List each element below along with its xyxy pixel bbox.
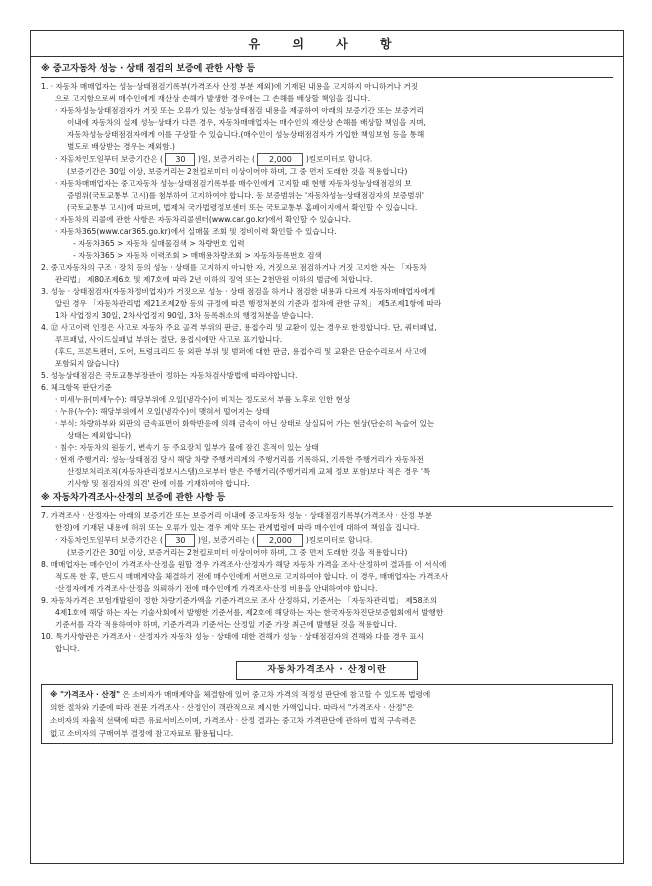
s1-l2-20: · 누유(누수): 해당부위에서 오일(냉각수)이 맺혀서 떨어지는 상태 (55, 407, 270, 416)
s2-line-1: 한정)에 기재된 내용에 허위 또는 오류가 있는 경우 계약 또는 관계법령에 따라 매수인에 대하여 책임을 집니다. (55, 523, 420, 532)
s1-line-4: 자동차성능상태점검자에게 이를 구상할 수 있습니다.(매수인이 성능상태점검자가 가입한 책임보험 등을 통해 (67, 130, 425, 139)
s1-warranty-prefix: · 자동차인도일부터 보증기간은 ( (55, 154, 163, 164)
s1-l2-9: 관리법」 제80조제6호 및 제7호에 따라 2년 이하의 징역 또는 2천만원 이하의 벌금에 처합니다. (55, 275, 373, 284)
s1-l2-19: · 미세누유(미세누수): 해당부위에 오일(냉각수)이 비치는 정도로서 부품 노후로 인한 현상 (55, 395, 351, 404)
s1-l2-13: 4. ⑫ 사고이력 인정은 사고로 자동차 주요 골격 부위의 판금, 용접수리 및 교환이 있는 경우로 한정합니다. 단, 쿼터패널, (41, 323, 437, 332)
s1-l2-17: 5. 성능상태점검은 국토교통부장관이 정하는 자동차검사방법에 따라야합니다. (41, 371, 298, 380)
s2-warranty-prefix: · 자동차인도일부터 보증기간은 ( (55, 535, 163, 545)
s2-warranty-days-field[interactable]: 30 (165, 534, 195, 547)
s1-l2-3: (국토교통부 고시)에 따르며, 법제처 국가법령정보센터 또는 국토교통부 홈페이지에서 확인할 수 있습니다. (67, 203, 418, 212)
section1-heading: ※ 중고자동차 성능 · 상태 점검의 보증에 관한 사항 등 (41, 63, 613, 78)
s1-l2-16: 포함되지 않습니다) (55, 359, 120, 368)
s2-warranty-row (41, 534, 613, 547)
s1-l2-26: 기사항 및 점검자의 의견' 란에 이를 기재하여야 합니다. (67, 479, 250, 488)
s2-l2-2: 적도록 한 후, 반드시 매매계약을 체결하기 전에 매수인에게 서면으로 고지하여야 합니다. 이 경우, 매매업자는 가격조사 (55, 572, 449, 581)
s2-warranty-km-field[interactable]: 2,000 (257, 534, 303, 547)
s1-line-3: 이내에 자동차의 실제 성능·상태가 다른 경우, 자동차매매업자는 매수인의 재산상 손해를 배상할 책임을 지며, (67, 118, 426, 127)
s1-l2-1: · 자동차매매업자는 중고자동차 성능·상태점검기록부를 매수인에게 고지할 때 현행 자동차성능상태점검의 보 (55, 179, 412, 188)
def-line-1: 의한 절차와 기준에 따라 전문 가격조사 · 산정인이 객관적으로 제시한 가액입니다. 따라서 "가격조사 · 산정"은 (50, 703, 414, 712)
s2-l2-3: ·산정자에게 가격조사·산정을 의뢰하기 전에 매수인에게 가격조사·산정 비용을 안내하여야 합니다. (55, 584, 378, 593)
s1-warranty-km-field[interactable]: 2,000 (257, 153, 303, 166)
s1-l2-22: 상태는 제외합니다) (67, 431, 132, 440)
s2-l2-8: 합니다. (55, 644, 80, 653)
page-title: 유 의 사 항 (31, 31, 623, 57)
s1-l2-10: 3. 성능 · 상태점검자(자동차정비업자)가 거짓으로 성능 · 상태 점검을 하거나 점검한 내용과 다르게 자동차매매업자에게 (41, 287, 436, 296)
s1-l2-7: - 자동차365 > 자동차 이력조회 > 매매용차량조회 > 자동차등록번호 검색 (73, 251, 322, 260)
s1-line-1: 으로 고지함으로써 매수인에게 재산상 손해가 발생한 경우에는 그 손해를 배상할 책임을 집니다. (55, 94, 371, 103)
content (31, 57, 623, 744)
s1-l2-5: · 자동차365(www.car365.go.kr)에서 실매물 조회 및 정비이력 확인할 수 있습니다. (55, 227, 337, 236)
s1-l2-12: 1차 사업정지 30일, 2차사업정지 90일, 3차 등록취소의 행정처분을 받습니다. (55, 311, 314, 320)
s1-l2-6: - 자동차365 > 자동차 실매물검색 > 차량번호 입력 (73, 239, 245, 248)
def-line-0-text: 은 소비자가 매매계약을 체결함에 있어 중고차 가격의 적정성 판단에 참고할 수 있도록 법령에 (122, 690, 431, 699)
s2-warranty-suffix: )킬로미터로 합니다. (305, 535, 373, 545)
s1-l2-25: 산정보처리조직(자동차관리정보시스템)으로부터 받은 주행거리(주행거리계 교체 정보 포함)보다 적은 경우 '특 (67, 467, 431, 476)
s2-l2-7: 10. 특기사항란은 가격조사 · 산정자가 자동차 성능 · 상태에 대한 견해가 성능 · 상태점검자의 견해와 다를 경우 표시 (41, 632, 425, 641)
s1-l2-21: · 부식: 차량하부와 외판의 금속표면이 화학반응에 의해 금속이 아닌 상태로 상실되어 가는 현상(단순히 녹슬어 있는 (55, 419, 435, 428)
s1-l2-8: 2. 중고자동차의 구조 · 장치 등의 성능 · 상태를 고지하지 아니한 자, 거짓으로 점검하거나 거짓 고지한 자는 「자동차 (41, 263, 427, 272)
s1-warranty-suffix: )킬로미터로 합니다. (305, 154, 373, 164)
s1-warranty-row (41, 153, 613, 166)
s1-line-2: · 자동차성능상태점검자가 거짓 또는 오류가 있는 성능상태점검 내용을 제공하여 아래의 보증기간 또는 보증거리 (55, 106, 424, 115)
s1-l2-18: 6. 체크항목 판단기준 (41, 383, 112, 392)
s2-line-0: 7. 가격조사 · 산정자는 아래의 보증기간 또는 보증거리 이내에 중고자동차 성능 · 상태점검기록부(가격조사 · 산정 부분 (41, 511, 433, 520)
s1-line-0: 1. · 자동차 매매업자는 성능·상태점검기록부(가격조사 산정 부분 제외)에 기재된 내용을 고지하지 아니하거나 거짓 (41, 82, 419, 91)
definition-box (41, 684, 613, 744)
s2-l2-0: (보증기간은 30일 이상, 보증거리는 2천킬로미터 이상이어야 하며, 그 중 먼저 도래한 것을 적용합니다) (67, 548, 408, 557)
section2-heading: ※ 자동차가격조사·산정의 보증에 관한 사항 등 (41, 492, 613, 507)
s1-l2-14: 루프패널, 사이드실패널 부위는 절단, 용접시에만 사고로 표기합니다. (55, 335, 283, 344)
s1-l2-2: 증범위(국토교통부 고시)를 첨부하여 고지하여야 합니다. 동 보증범위는 '자동차성능·상태점검자의 보증범위' (67, 191, 424, 200)
definition-title: 자동차가격조사 · 산정이란 (236, 661, 417, 680)
notice-page (30, 30, 624, 864)
s1-warranty-mid: )일, 보증거리는 ( (197, 154, 256, 164)
s2-warranty-mid: )일, 보증거리는 ( (197, 535, 256, 545)
definition-title-wrap (41, 661, 613, 680)
s1-l2-23: · 침수: 자동차의 원동기, 변속기 등 주요장치 일부가 물에 잠긴 흔적이 있는 상태 (55, 443, 319, 452)
def-line-0 (50, 688, 604, 701)
def-line-3: 없고 소비자의 구매여부 결정에 참고자료로 활용됩니다. (50, 729, 234, 738)
s1-l2-0: (보증기간은 30일 이상, 보증거리는 2천킬로미터 이상이어야 하며, 그 중 먼저 도래한 것을 적용합니다) (67, 167, 408, 176)
s2-l2-1: 8. 매매업자는 매수인이 가격조사·산정을 원할 경우 가격조사·산정자가 해당 자동차 가격을 조사·산정하여 결과를 이 서식에 (41, 560, 447, 569)
s1-l2-24: · 현재 주행거리: 성능·상태점검 당시 해당 차량 주행거리계의 주행거리를 기록하되, 기록한 주행거리가 자동차전 (55, 455, 424, 464)
s1-l2-11: 알린 경우 「자동차관리법 제21조제2항 등의 규정에 따른 행정처분의 기준과 절차에 관한 규칙」 제5조제1항에 따라 (55, 299, 442, 308)
def-line-2: 소비자의 자율적 선택에 따른 유료서비스이며, 가격조사 · 산정 결과는 중고차 가격판단에 관하여 법적 구속력은 (50, 716, 417, 725)
s1-l2-4: · 자동차의 리콜에 관한 사항은 자동차리콜센터(www.car.go.kr)에서 확인할 수 있습니다. (55, 215, 352, 224)
s2-l2-4: 9. 자동차가격은 보험개발원이 정한 차량기준가액을 기준가격으로 조사 산정하되, 기준서는 「자동차관리법」 제58조의 (41, 596, 438, 605)
s2-l2-5: 4제1호에 해당 하는 자는 기술사회에서 발행한 기준서를, 제2호에 해당하는 자는 한국자동차진단보증협회에서 발행한 (55, 608, 444, 617)
s1-l2-15: (후드, 프론트펜더, 도어, 트렁크리드 등 외판 부위 및 범퍼에 대한 판금, 용접수리 및 교환은 단순수리로서 사고에 (55, 347, 427, 356)
s2-l2-6: 기준서를 각각 적용하여야 하며, 기준가격과 기준서는 산정일 기준 가장 최근에 발행된 것을 적용합니다. (55, 620, 397, 629)
s1-warranty-days-field[interactable]: 30 (165, 153, 195, 166)
definition-term: ※ "가격조사 · 산정" (50, 690, 121, 699)
s1-line-5: 별도로 배상받는 경우는 제외함.) (67, 142, 175, 151)
